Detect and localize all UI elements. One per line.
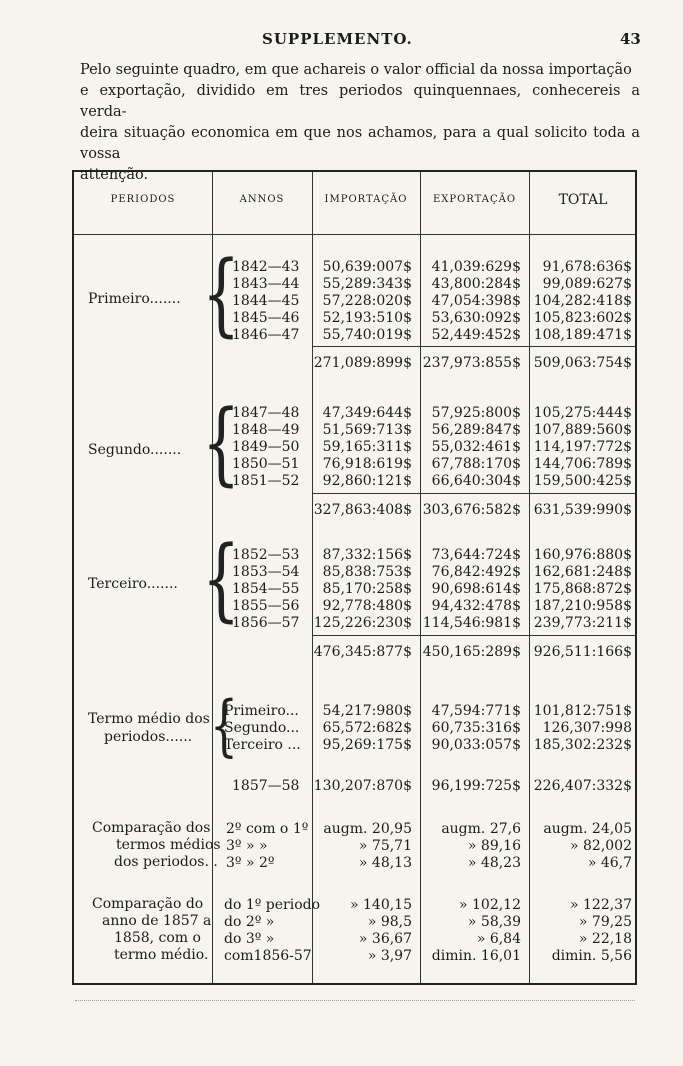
exp-cell: » 6,84: [476, 931, 521, 947]
comp1-label: termos médios: [116, 837, 221, 853]
anno-cell: 1845—46: [232, 310, 300, 326]
brace-glyph: {: [202, 391, 241, 497]
imp-cell: 51,569:713$: [322, 422, 412, 438]
anno-cell: 1856—57: [232, 615, 300, 631]
anno-cell: 1851—52: [232, 473, 300, 489]
anno-cell: 1857—58: [232, 778, 300, 794]
exp-cell: 41,039:629$: [431, 259, 521, 275]
exp-cell: 60,735:316$: [431, 720, 521, 736]
subtotal-rule: [312, 635, 637, 636]
tot-cell: 107,889:560$: [533, 422, 632, 438]
exp-cell: dimin. 16,01: [431, 948, 521, 964]
tot-cell: 114,197:772$: [533, 439, 632, 455]
subtotal-rule: [312, 346, 637, 347]
tot-cell: » 122,37: [569, 897, 632, 913]
tot-cell: augm. 24,05: [543, 821, 632, 837]
anno-cell: Terceiro ...: [224, 737, 301, 753]
exp-cell: 47,054:398$: [431, 293, 521, 309]
imp-subtotal: 476,345:877$: [313, 644, 412, 660]
exp-cell: 66,640:304$: [431, 473, 521, 489]
imp-cell: 65,572:682$: [322, 720, 412, 736]
tot-cell: 162,681:248$: [533, 564, 632, 580]
imp-cell: augm. 20,95: [323, 821, 412, 837]
medio-label: Termo médio dos: [88, 711, 210, 727]
header-divider: [74, 234, 635, 235]
tot-cell: 99,089:627$: [542, 276, 632, 292]
tot-subtotal: 631,539:990$: [533, 502, 632, 518]
intro-paragraph: [80, 60, 640, 186]
page-title: SUPPLEMENTO.: [262, 30, 413, 48]
header-periodos: PERIODOS: [110, 194, 176, 205]
group-label: Terceiro.......: [88, 576, 178, 592]
exp-subtotal: 237,973:855$: [422, 355, 521, 371]
tot-cell: 175,868:872$: [533, 581, 632, 597]
group-label: Primeiro.......: [88, 291, 181, 307]
imp-cell: 57,228:020$: [322, 293, 412, 309]
imp-cell: 125,226:230$: [313, 615, 412, 631]
tot-cell: 126,307:998: [542, 720, 632, 736]
anno-cell: Primeiro...: [224, 703, 299, 719]
brace-glyph: {: [202, 242, 241, 348]
imp-subtotal: 271,089:899$: [313, 355, 412, 371]
exp-cell: » 48,23: [467, 855, 521, 871]
header-importacao: IMPORTAÇÃO: [324, 194, 408, 205]
imp-cell: 92,778:480$: [322, 598, 412, 614]
anno-cell: 1843—44: [232, 276, 300, 292]
exp-cell: 90,698:614$: [431, 581, 521, 597]
header-exportacao: EXPORTAÇÃO: [432, 194, 517, 205]
imp-cell: 92,860:121$: [322, 473, 412, 489]
tot-cell: 108,189:471$: [533, 327, 632, 343]
anno-cell: 1844—45: [232, 293, 300, 309]
imp-cell: 85,170:258$: [322, 581, 412, 597]
tot-subtotal: 926,511:166$: [533, 644, 632, 660]
imp-cell: 52,193:510$: [322, 310, 412, 326]
exp-cell: » 58,39: [467, 914, 521, 930]
header-annos: ANNOS: [239, 194, 285, 205]
exp-cell: » 102,12: [458, 897, 521, 913]
anno-cell: 1853—54: [232, 564, 300, 580]
exp-cell: 47,594:771$: [431, 703, 521, 719]
page-bottom-rule: [75, 1000, 635, 1002]
imp-cell: 55,289:343$: [322, 276, 412, 292]
intro-line: e exportação, dividido em tres periodos quinquennaes, conhecereis a verda-: [80, 83, 640, 120]
tot-cell: » 79,25: [578, 914, 632, 930]
tot-cell: 159,500:425$: [533, 473, 632, 489]
tot-cell: 105,275:444$: [533, 405, 632, 421]
exp-cell: 94,432:478$: [431, 598, 521, 614]
page-number: 43: [620, 30, 641, 48]
tot-cell: 187,210:958$: [533, 598, 632, 614]
group-label: Segundo.......: [88, 442, 182, 458]
imp-cell: 85,838:753$: [322, 564, 412, 580]
exp-cell: 53,630:092$: [431, 310, 521, 326]
tot-cell: » 46,7: [587, 855, 632, 871]
header-total: TOTAL: [558, 192, 608, 208]
imp-cell: 50,639:007$: [322, 259, 412, 275]
anno-cell: 3º » 2º: [226, 855, 275, 871]
brace-glyph: {: [202, 527, 241, 633]
anno-cell: 1849—50: [232, 439, 300, 455]
imp-cell: 59,165:311$: [322, 439, 412, 455]
exp-cell: 114,546:981$: [422, 615, 521, 631]
exp-subtotal: 450,165:289$: [422, 644, 521, 660]
imp-cell: » 75,71: [358, 838, 412, 854]
imp-cell: » 140,15: [349, 897, 412, 913]
tot-cell: 239,773:211$: [533, 615, 632, 631]
exp-cell: 56,289:847$: [431, 422, 521, 438]
anno-cell: do 1º periodo: [224, 897, 321, 913]
comp1-label: dos periodos. .: [114, 854, 218, 870]
intro-line: attenção.: [80, 167, 149, 183]
tot-cell: 185,302:232$: [533, 737, 632, 753]
anno-cell: do 2º »: [224, 914, 275, 930]
exp-cell: 96,199:725$: [431, 778, 521, 794]
anno-cell: Segundo...: [224, 720, 300, 736]
imp-cell: 95,269:175$: [322, 737, 412, 753]
imp-cell: » 36,67: [358, 931, 412, 947]
imp-cell: 55,740:019$: [322, 327, 412, 343]
exp-cell: 43,800:284$: [431, 276, 521, 292]
subtotal-rule: [312, 493, 637, 494]
exp-subtotal: 303,676:582$: [422, 502, 521, 518]
imp-cell: » 3,97: [367, 948, 412, 964]
comp2-label: termo médio.: [114, 947, 209, 963]
anno-cell: 3º » »: [226, 838, 268, 854]
anno-cell: 1846—47: [232, 327, 300, 343]
anno-cell: 2º com o 1º: [226, 821, 309, 837]
exp-cell: 90,033:057$: [431, 737, 521, 753]
tot-cell: 160,976:880$: [533, 547, 632, 563]
tot-cell: » 82,002: [569, 838, 632, 854]
tot-cell: dimin. 5,56: [551, 948, 632, 964]
medio-label: periodos......: [104, 729, 193, 745]
brace-glyph: {: [210, 688, 238, 765]
anno-cell: do 3º »: [224, 931, 275, 947]
tot-cell: 91,678:636$: [542, 259, 632, 275]
anno-cell: 1850—51: [232, 456, 300, 472]
exp-cell: 67,788:170$: [431, 456, 521, 472]
tot-cell: 144,706:789$: [533, 456, 632, 472]
imp-cell: » 98,5: [367, 914, 412, 930]
imp-cell: 76,918:619$: [322, 456, 412, 472]
anno-cell: com1856-57: [224, 948, 312, 964]
anno-cell: 1848—49: [232, 422, 300, 438]
tot-cell: » 22,18: [578, 931, 632, 947]
tot-cell: 226,407:332$: [533, 778, 632, 794]
tot-cell: 104,282:418$: [533, 293, 632, 309]
anno-cell: 1847—48: [232, 405, 300, 421]
exp-cell: » 89,16: [467, 838, 521, 854]
page-header: [0, 30, 683, 54]
intro-line: deira situação economica em que nos achamos, para a qual solicito toda a vossa: [80, 125, 640, 162]
tot-subtotal: 509,063:754$: [533, 355, 632, 371]
imp-cell: 47,349:644$: [322, 405, 412, 421]
exp-cell: 73,644:724$: [431, 547, 521, 563]
exp-cell: 55,032:461$: [431, 439, 521, 455]
comp2-label: Comparação do: [92, 896, 204, 912]
comp1-label: Comparação dos: [92, 820, 211, 836]
imp-cell: 87,332:156$: [322, 547, 412, 563]
imp-subtotal: 327,863:408$: [313, 502, 412, 518]
exp-cell: augm. 27,6: [441, 821, 521, 837]
anno-cell: 1852—53: [232, 547, 300, 563]
tot-cell: 105,823:602$: [533, 310, 632, 326]
comp2-label: anno de 1857 a: [102, 913, 212, 929]
tot-cell: 101,812:751$: [533, 703, 632, 719]
exp-cell: 76,842:492$: [431, 564, 521, 580]
comp2-label: 1858, com o: [114, 930, 201, 946]
intro-line: Pelo seguinte quadro, em que achareis o valor official da nossa importação: [80, 62, 632, 78]
trade-table: [72, 170, 637, 985]
imp-cell: » 48,13: [358, 855, 412, 871]
exp-cell: 57,925:800$: [431, 405, 521, 421]
anno-cell: 1842—43: [232, 259, 300, 275]
anno-cell: 1855—56: [232, 598, 300, 614]
anno-cell: 1854—55: [232, 581, 300, 597]
imp-cell: 130,207:870$: [313, 778, 412, 794]
exp-cell: 52,449:452$: [431, 327, 521, 343]
imp-cell: 54,217:980$: [322, 703, 412, 719]
